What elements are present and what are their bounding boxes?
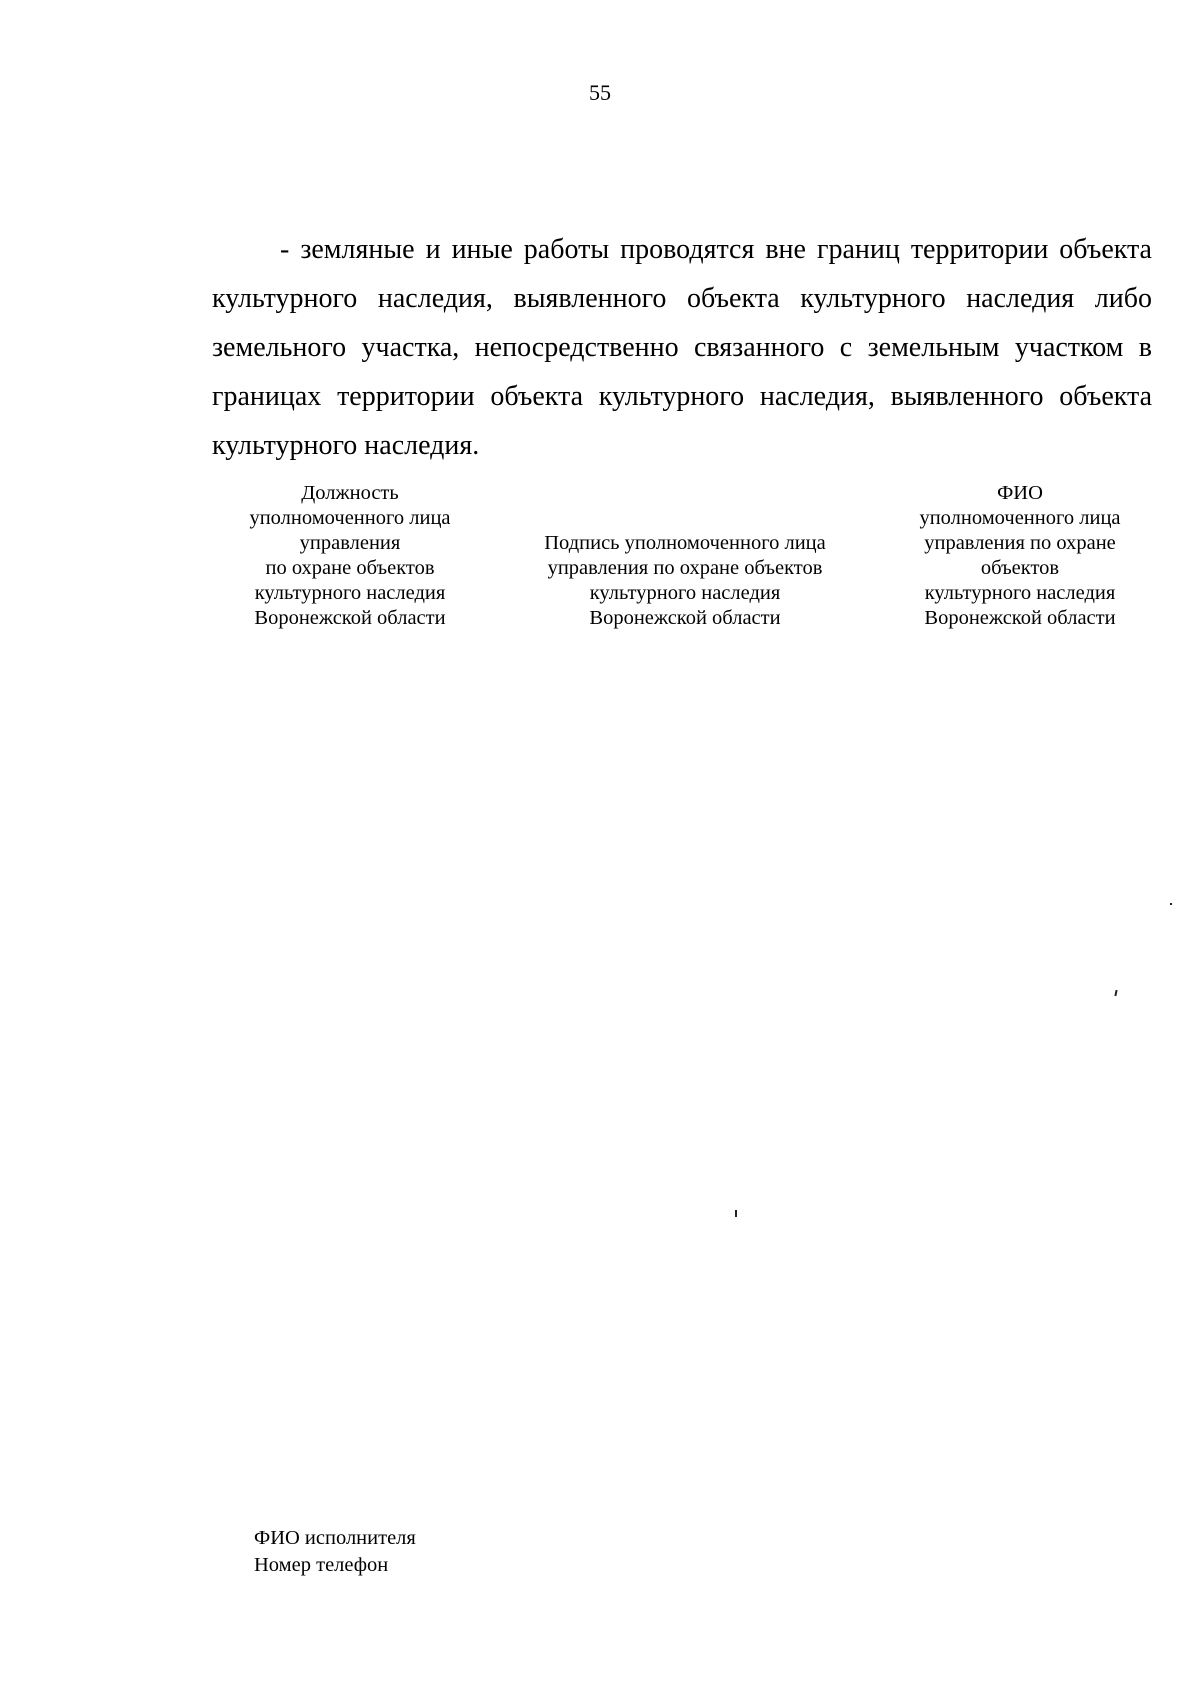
signature-block-position [200,481,500,631]
fio-line: культурного наследия [924,582,1116,604]
position-line: Должность [301,482,399,504]
position-line: по охране объектов [265,557,435,579]
fio-line: управления по охране [924,532,1116,554]
position-line: Воронежской области [254,607,446,629]
scan-speck [1114,990,1117,996]
signature-block-fio [880,481,1160,631]
position-line: управления [299,532,401,554]
page-number: 55 [589,80,611,105]
signature-block-signature [510,531,860,631]
executor-phone-label: Номер телефон [254,1554,389,1576]
scan-speck [1170,903,1172,905]
signature-line: Подпись уполномоченного лица [544,532,826,554]
fio-line: уполномоченного лица [919,507,1121,529]
executor-footer [254,1525,416,1579]
signature-line: управления по охране объектов [547,557,823,579]
position-line: культурного наследия [254,582,446,604]
signature-line: Воронежской области [589,607,781,629]
fio-line: ФИО [997,482,1043,504]
fio-line: объектов [980,557,1060,579]
executor-name-label: ФИО исполнителя [254,1527,416,1549]
signature-line: культурного наследия [589,582,781,604]
fio-line: Воронежской области [924,607,1116,629]
position-line: уполномоченного лица [249,507,451,529]
scan-speck [735,1210,737,1217]
body-paragraph: - земляные и иные работы проводятся вне границ территории объекта культурного наследия, выявленного объекта культурного наследия либо земельного участка, непосредственно связанного с земельным участком в границах территории объекта культурного наследия, выявленного объекта культурного наследия. [212,234,1152,461]
